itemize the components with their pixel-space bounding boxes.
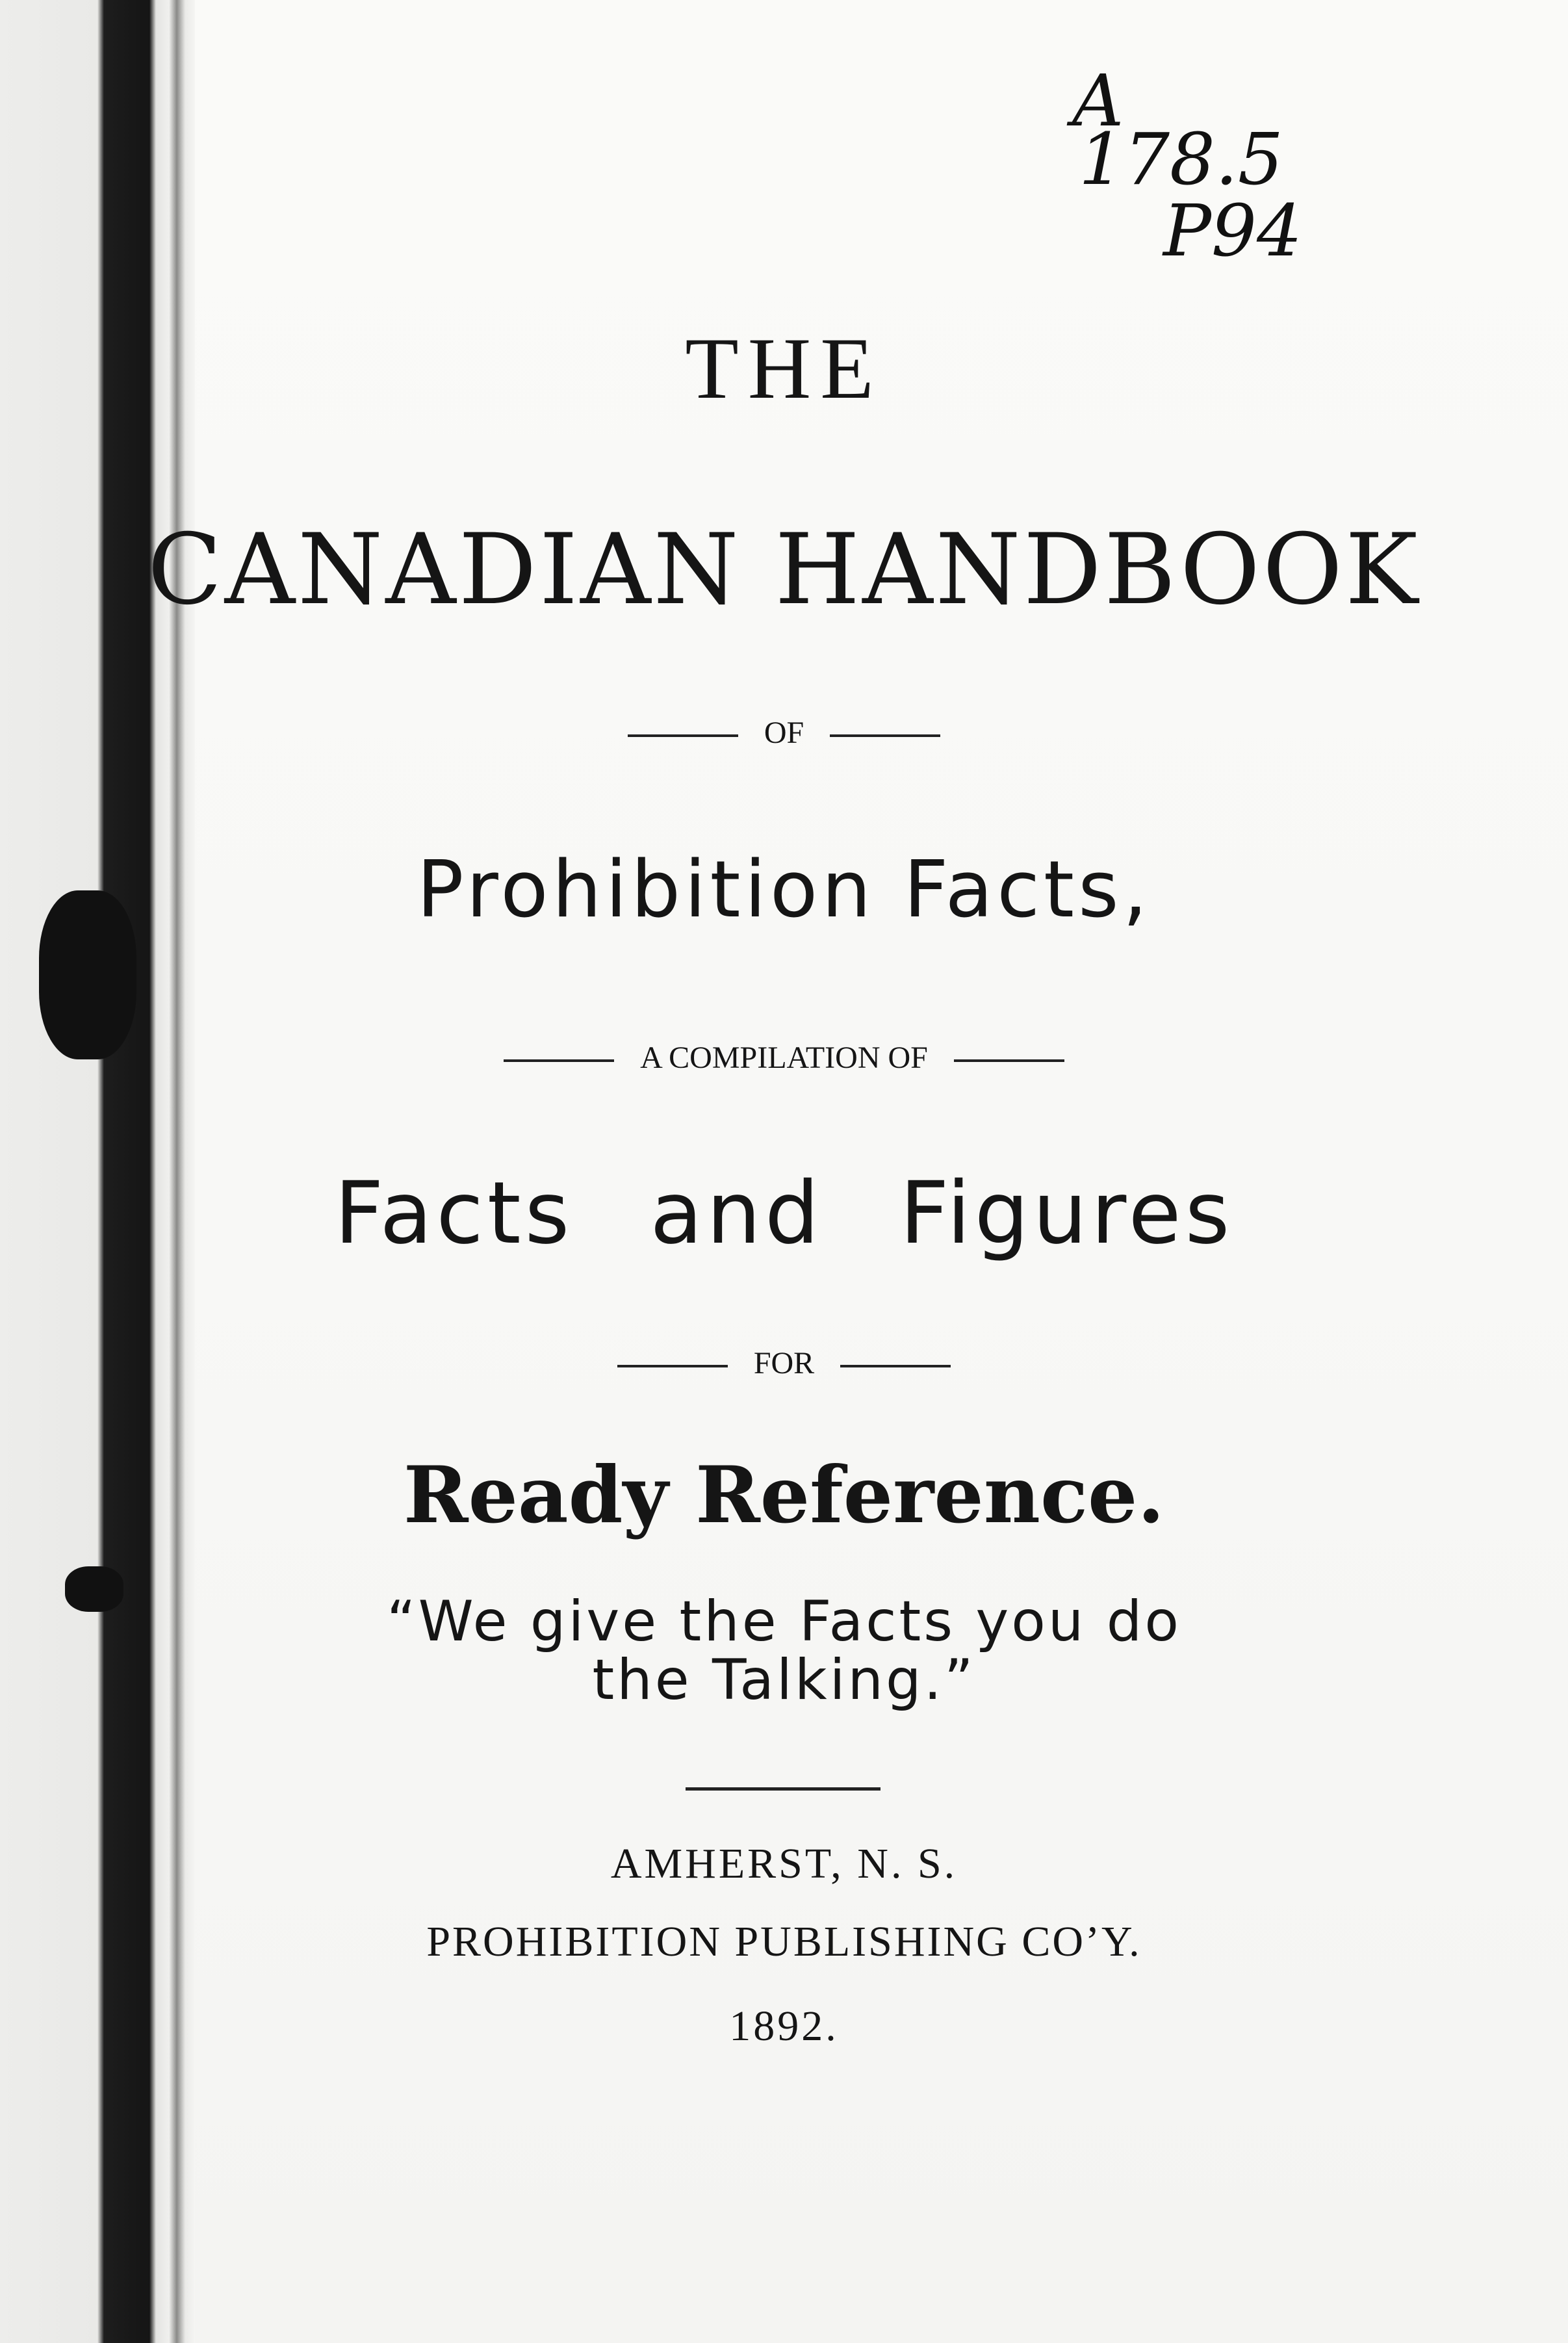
catalog-mark-line2: 178.5 <box>1079 118 1283 201</box>
ready-reference: Ready Reference. <box>403 1449 1165 1541</box>
catalog-mark-line1: A <box>1072 59 1124 142</box>
motto-line2: the Talking.” <box>592 1648 976 1713</box>
title-the: THE <box>685 320 883 417</box>
title-main: CANADIAN HANDBOOK <box>147 513 1421 627</box>
imprint-publisher: PROHIBITION PUBLISHING CO’Y. <box>426 1918 1142 1965</box>
of-line <box>0 715 1568 751</box>
imprint-year: 1892. <box>729 2002 839 2050</box>
motto-line1: “We give the Facts you do <box>387 1589 1181 1654</box>
dash-rule <box>504 1059 614 1062</box>
subject-title: Prohibition Facts, <box>417 845 1151 935</box>
compilation-label: A COMPILATION OF <box>640 1041 928 1075</box>
facts-and-figures: Facts and Figures <box>334 1163 1234 1263</box>
catalog-mark-line3: P94 <box>1163 189 1302 272</box>
dash-rule <box>617 1365 728 1367</box>
of-label: OF <box>764 716 804 750</box>
motto <box>0 1589 1568 1713</box>
dash-rule <box>830 734 940 737</box>
for-line <box>0 1345 1568 1381</box>
divider-rule <box>686 1787 880 1791</box>
for-label: FOR <box>753 1346 815 1380</box>
dash-rule <box>954 1059 1064 1062</box>
imprint-place: AMHERST, N. S. <box>610 1840 958 1887</box>
dash-rule <box>840 1365 951 1367</box>
dash-rule <box>628 734 738 737</box>
compilation-line <box>0 1040 1568 1076</box>
